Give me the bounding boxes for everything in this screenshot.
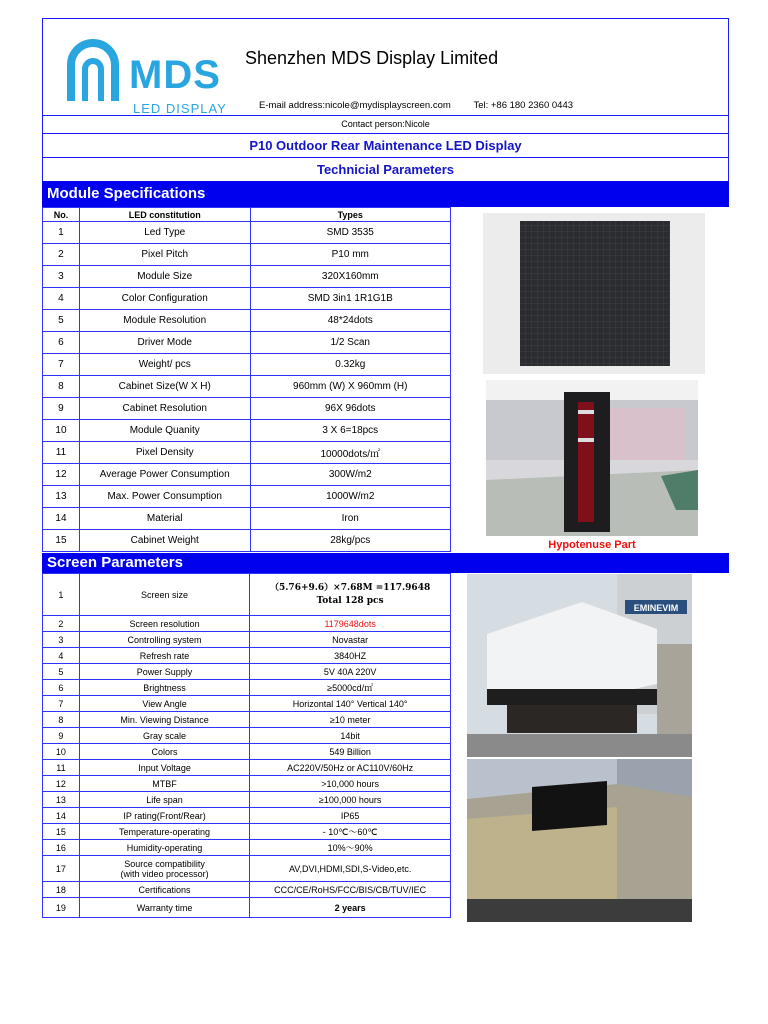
telephone: Tel: +86 180 2360 0443 (473, 100, 574, 111)
screen-table-row (43, 574, 451, 616)
screen-cell-no: 8 (43, 712, 80, 728)
email-address: E-mail address:nicole@mydisplayscreen.com (259, 100, 451, 111)
module-cell-no: 1 (43, 222, 80, 244)
screen-cell-parameter: Colors (79, 744, 249, 760)
module-cell-type: 320X160mm (250, 266, 450, 288)
screen-cell-no: 9 (43, 728, 80, 744)
screen-cell-parameter: Refresh rate (79, 648, 249, 664)
installation-photo-2 (467, 759, 692, 922)
module-cell-constitution: Module Size (79, 266, 250, 288)
module-cell-type: SMD 3in1 1R1G1B (250, 288, 450, 310)
module-cell-no: 7 (43, 354, 80, 376)
hypotenuse-caption: Hypotenuse Part (548, 539, 636, 551)
parameters-title: Technicial Parameters (42, 157, 729, 181)
module-table-row (43, 244, 451, 266)
screen-cell-parameter: Input Voltage (79, 760, 249, 776)
screen-cell-parameter: Screen resolution (79, 616, 249, 632)
module-cell-type: 1000W/m2 (250, 486, 450, 508)
screen-cell-parameter: Warranty time (79, 898, 249, 918)
screen-cell-value: ≥10 meter (250, 712, 451, 728)
module-table-row (43, 288, 451, 310)
module-table-row (43, 354, 451, 376)
module-cell-type: 960mm (W) X 960mm (H) (250, 376, 450, 398)
logo-wordmark: MDS (129, 53, 221, 97)
screen-cell-value: AV,DVI,HDMI,SDI,S-Video,etc. (250, 856, 451, 882)
screen-cell-value: 5V 40A 220V (250, 664, 451, 680)
col-header-constitution: LED constitution (79, 208, 250, 222)
module-cell-constitution: Led Type (79, 222, 250, 244)
screen-cell-no: 1 (43, 574, 80, 616)
screen-table-row (43, 824, 451, 840)
contact-person: Contact person:Nicole (42, 115, 729, 133)
screen-cell-no: 5 (43, 664, 80, 680)
module-table-row (43, 266, 451, 288)
screen-cell-no: 3 (43, 632, 80, 648)
module-table-row (43, 310, 451, 332)
screen-cell-parameter: Humidity-operating (79, 840, 249, 856)
screen-table-row (43, 792, 451, 808)
module-table-row (43, 376, 451, 398)
module-table-row (43, 442, 451, 464)
module-cell-constitution: Pixel Pitch (79, 244, 250, 266)
module-cell-constitution: Cabinet Weight (79, 530, 250, 552)
module-cell-no: 15 (43, 530, 80, 552)
module-cell-no: 4 (43, 288, 80, 310)
module-cell-type: P10 mm (250, 244, 450, 266)
module-cell-constitution: Max. Power Consumption (79, 486, 250, 508)
screen-table-row (43, 898, 451, 918)
module-cell-no: 2 (43, 244, 80, 266)
screen-table-row (43, 744, 451, 760)
screen-cell-value: ≥100,000 hours (250, 792, 451, 808)
screen-cell-parameter: Min. Viewing Distance (79, 712, 249, 728)
company-name: Shenzhen MDS Display Limited (245, 48, 499, 68)
screen-section (42, 573, 729, 925)
screen-cell-no: 6 (43, 680, 80, 696)
mds-logo (61, 33, 261, 116)
screen-cell-no: 16 (43, 840, 80, 856)
spec-sheet (42, 18, 729, 925)
module-table-row (43, 530, 451, 552)
screen-cell-no: 7 (43, 696, 80, 712)
lamp-logo-icon (63, 35, 123, 107)
screen-cell-value (250, 574, 451, 616)
module-cell-type: Iron (250, 508, 450, 530)
screen-cell-value: >10,000 hours (250, 776, 451, 792)
screen-table-row (43, 680, 451, 696)
module-cell-type: 28kg/pcs (250, 530, 450, 552)
screen-cell-no: 11 (43, 760, 80, 776)
product-title: P10 Outdoor Rear Maintenance LED Display (42, 133, 729, 157)
screen-cell-value: 14bit (250, 728, 451, 744)
screen-section-header: Screen Parameters (42, 553, 729, 573)
screen-cell-parameter: Source compatibility (with video processor) (79, 856, 249, 882)
module-cell-type: 3 X 6=18pcs (250, 420, 450, 442)
screen-cell-parameter: Certifications (79, 882, 249, 898)
screen-parameters-table (42, 573, 451, 918)
module-cell-constitution: Cabinet Size(W X H) (79, 376, 250, 398)
led-module-photo (483, 213, 705, 374)
module-cell-constitution: Color Configuration (79, 288, 250, 310)
module-table-row (43, 398, 451, 420)
module-cell-type: 96X 96dots (250, 398, 450, 420)
module-cell-no: 13 (43, 486, 80, 508)
module-cell-constitution: Cabinet Resolution (79, 398, 250, 420)
screen-table-row (43, 882, 451, 898)
module-cell-no: 12 (43, 464, 80, 486)
module-cell-constitution: Driver Mode (79, 332, 250, 354)
screen-table-row (43, 840, 451, 856)
screen-cell-parameter: Gray scale (79, 728, 249, 744)
module-cell-constitution: Weight/ pcs (79, 354, 250, 376)
screen-cell-parameter: View Angle (79, 696, 249, 712)
screen-cell-value: - 10℃～60℃ (250, 824, 451, 840)
module-cell-no: 10 (43, 420, 80, 442)
contact-line (259, 100, 573, 111)
screen-table-row (43, 776, 451, 792)
screen-cell-value: ≥5000cd/㎡ (250, 680, 451, 696)
module-table-row (43, 464, 451, 486)
module-cell-type: SMD 3535 (250, 222, 450, 244)
screen-table-row (43, 648, 451, 664)
module-cell-type: 48*24dots (250, 310, 450, 332)
module-spec-table (42, 207, 451, 552)
module-cell-type: 1/2 Scan (250, 332, 450, 354)
screen-cell-parameter: Life span (79, 792, 249, 808)
module-cell-no: 5 (43, 310, 80, 332)
screen-cell-value: 10%～90% (250, 840, 451, 856)
screen-table-row (43, 632, 451, 648)
col-header-no: No. (43, 208, 80, 222)
screen-cell-no: 2 (43, 616, 80, 632)
screen-table-row (43, 808, 451, 824)
screen-table-row (43, 616, 451, 632)
module-table-row (43, 332, 451, 354)
screen-cell-parameter: Temperature-operating (79, 824, 249, 840)
module-cell-no: 8 (43, 376, 80, 398)
screen-cell-value: Novastar (250, 632, 451, 648)
screen-table-row (43, 728, 451, 744)
module-cell-no: 9 (43, 398, 80, 420)
letterhead (42, 18, 729, 115)
module-cell-type: 10000dots/㎡ (250, 442, 450, 464)
screen-module-total: Total 128 pcs (316, 595, 384, 606)
col-header-types: Types (250, 208, 450, 222)
screen-cell-no: 15 (43, 824, 80, 840)
screen-cell-no: 18 (43, 882, 80, 898)
module-cell-constitution: Module Quanity (79, 420, 250, 442)
screen-cell-parameter: Screen size (79, 574, 249, 616)
module-cell-constitution: Average Power Consumption (79, 464, 250, 486)
screen-cell-value: IP65 (250, 808, 451, 824)
module-section-header: Module Specifications (42, 181, 729, 207)
screen-cell-parameter: MTBF (79, 776, 249, 792)
screen-cell-no: 4 (43, 648, 80, 664)
hypotenuse-cabinet-photo (486, 380, 698, 536)
module-table-header (43, 208, 451, 222)
screen-cell-value: CCC/CE/RoHS/FCC/BIS/CB/TUV/IEC (250, 882, 451, 898)
module-table-row (43, 222, 451, 244)
module-cell-type: 0.32kg (250, 354, 450, 376)
screen-cell-value: 1179648dots (250, 616, 451, 632)
module-cell-no: 3 (43, 266, 80, 288)
screen-table-row (43, 664, 451, 680)
screen-table-row (43, 760, 451, 776)
screen-cell-no: 17 (43, 856, 80, 882)
module-table-row (43, 486, 451, 508)
screen-cell-parameter: Power Supply (79, 664, 249, 680)
installation-photo-1 (467, 574, 692, 757)
module-table-row (43, 420, 451, 442)
module-cell-type: 300W/m2 (250, 464, 450, 486)
screen-cell-value: 549 Billion (250, 744, 451, 760)
screen-table-row (43, 856, 451, 882)
module-cell-no: 6 (43, 332, 80, 354)
screen-table-row (43, 696, 451, 712)
screen-cell-parameter: Controlling system (79, 632, 249, 648)
logo-subtitle: LED DISPLAY (133, 101, 227, 116)
screen-cell-parameter: IP rating(Front/Rear) (79, 808, 249, 824)
screen-cell-value: 3840HZ (250, 648, 451, 664)
screen-cell-parameter: Brightness (79, 680, 249, 696)
module-cell-no: 14 (43, 508, 80, 530)
screen-cell-value: 2 years (250, 898, 451, 918)
screen-cell-no: 19 (43, 898, 80, 918)
screen-size-formula: （5.76+9.6）×7.68M =117.9648 (270, 582, 431, 593)
screen-cell-no: 14 (43, 808, 80, 824)
module-section (42, 207, 729, 553)
screen-cell-value: Horizontal 140° Vertical 140° (250, 696, 451, 712)
module-cell-constitution: Module Resolution (79, 310, 250, 332)
module-cell-no: 11 (43, 442, 80, 464)
screen-cell-no: 12 (43, 776, 80, 792)
module-table-row (43, 508, 451, 530)
screen-cell-no: 13 (43, 792, 80, 808)
module-cell-constitution: Material (79, 508, 250, 530)
screen-cell-value: AC220V/50Hz or AC110V/60Hz (250, 760, 451, 776)
screen-cell-no: 10 (43, 744, 80, 760)
screen-table-row (43, 712, 451, 728)
building-sign: EMINEVIM (633, 603, 679, 613)
module-cell-constitution: Pixel Density (79, 442, 250, 464)
